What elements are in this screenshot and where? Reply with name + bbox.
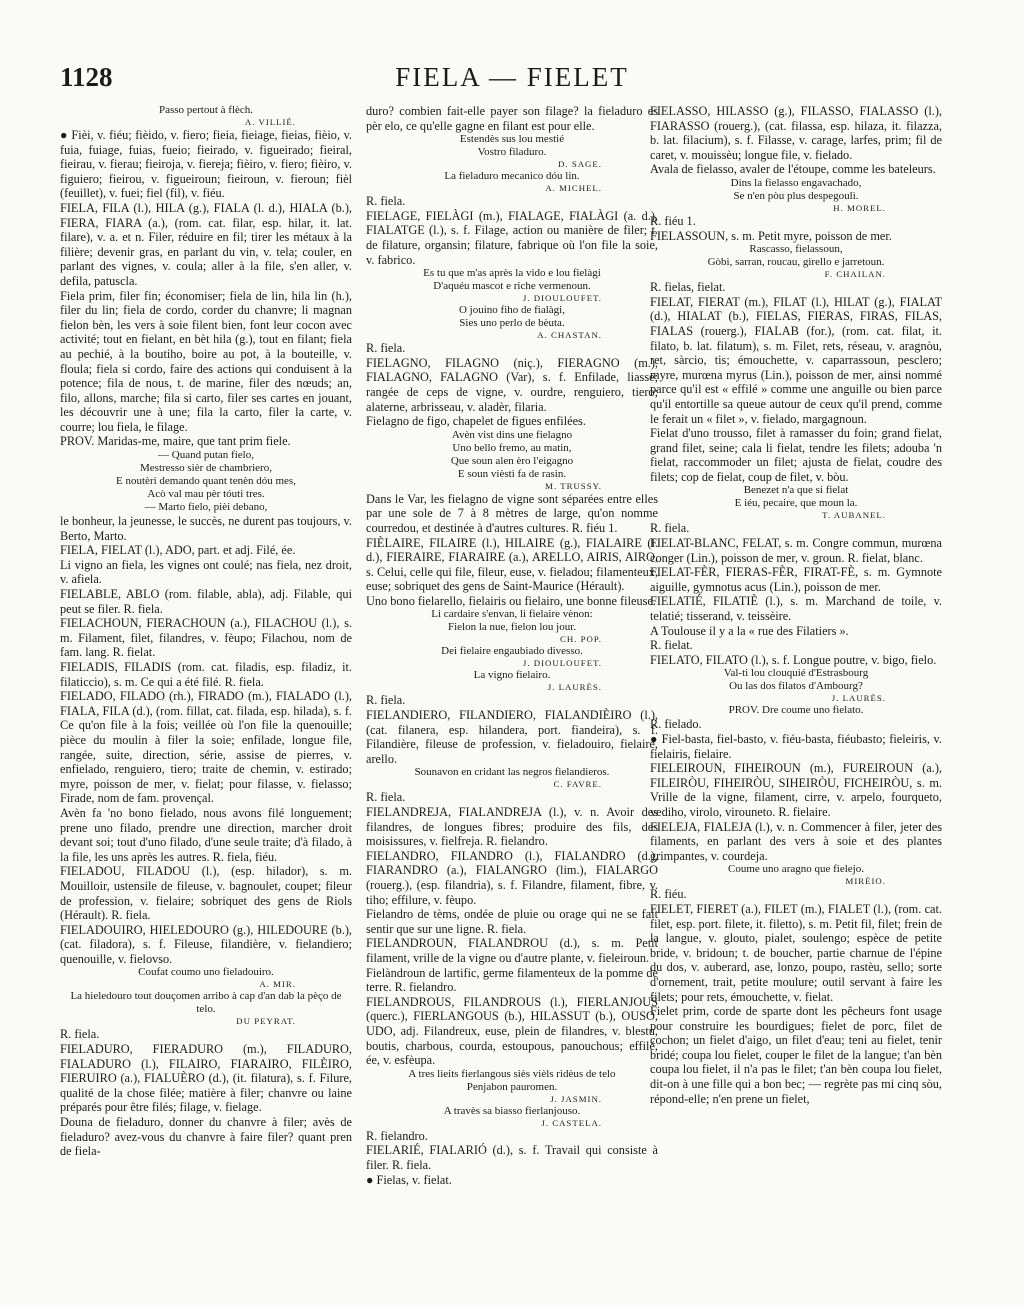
page-number: 1128: [60, 62, 113, 92]
dictionary-entry: R. fiela.: [366, 194, 406, 209]
quotation-line: La fieladuro mecanico dóu lin.: [444, 170, 580, 183]
dictionary-entry: FIELEIROUN, FIHEIROUN (m.), FUREIROUN (a.), FILEIRÒU, FIHEIRÒU, SIHEIRÒU, FICHEIRÒU, s. m. Vrille de la vigne, filament, cirre, v. arpelo, fourqueto, vediho, virolo, virouneto. R. fielaire.: [650, 761, 942, 819]
dictionary-entry: FIELAGE, FIELÀGI (m.), FIALAGE, FIALÀGI (a. d.), FIALATGE (l.), s. f. Filage, action ou manière de filer; t. de filature, organsin; filature, fabrique où l'on file la soie, v. fabrico.: [366, 208, 658, 267]
quotation-line: A travès sa biasso fierlanjouso.: [443, 1104, 581, 1117]
quotation-line: La vigno fielairo.: [473, 669, 551, 682]
quotation-source: J. CASTELA.: [541, 1117, 602, 1128]
quotation-source: J. DIOULOUFET.: [522, 658, 602, 669]
quotation-source: D. SAGE.: [558, 159, 602, 170]
quotation-line: Coufat coumo uno fieladouiro.: [138, 966, 274, 979]
quotation-line: O jouino fiho de fialàgi,: [458, 304, 565, 317]
dictionary-entry: Avèn fa 'no bono fielado, nous avons filé longuement; prene uno filado, prendre une direction, marcher droit devant soi; tout d'uno filado, d'une seule traite; d'à filado, à la file, les uns après les autres. R. fiela, fiéu.: [60, 805, 352, 864]
dictionary-entry: FIELANDRO, FILANDRO (l.), FIALANDRO (d.), FIARANDRO (a.), FIALANGRO (lim.), FIALARGO (rouerg.), (esp. filandria), s. f. Filandre, filament, fibre, v. tiho; effilure, v. fèupo.: [366, 848, 658, 907]
quotation-source: J. DIOULOUFET.: [522, 293, 602, 304]
quotation-line: Acò val mau pèr tóuti tres.: [147, 488, 265, 501]
dictionary-entry: A Toulouse il y a la « rue des Filatiers ».: [650, 623, 849, 638]
dictionary-entry: FIELARIÉ, FIALARIÓ (d.), s. f. Travail qui consiste à filer. R. fiela.: [366, 1143, 658, 1172]
quotation-line: E soun vièstì fa de rasin.: [457, 467, 567, 480]
quotation-source: A. VILLIÉ.: [244, 117, 296, 127]
dictionary-entry: ● Fiel-basta, fiel-basto, v. fiéu-basta, fiéubasto; fieleiris, v. fielairis, fielaire.: [650, 732, 942, 761]
quotation-line: Fielon la nue, fielon lou jour.: [447, 621, 576, 634]
text-column-2: [366, 104, 658, 1224]
dictionary-entry: FIELET, FIERET (a.), FILET (m.), FIALET (l.), (rom. cat. filet, esp. port. filete, it. filetto), s. m. Petit fil, filet; frein de la langue, v. glouto, pialet, soulengo; espèce de petite bride, v. bridoun; t. de boucher, partie charnue de l'épine du dos, v. auberard, ase, lonzo, poupo, rastèu, sello; sorte d'ornement, trait, petite moulure; outil servant à faire les filets; pour rets, émouchette, v. fielat.: [650, 901, 942, 1004]
quotation-source: DU PEYRAT.: [236, 1016, 296, 1027]
quotation-source: MIRÈIO.: [845, 876, 886, 887]
dictionary-entry: Li vigno an fiela, les vignes ont coulé; nas fiela, nez droit, v. afiela.: [60, 557, 352, 587]
dictionary-entry: R. fiela.: [366, 693, 406, 708]
dictionary-entry: FIELADURO, FIERADURO (m.), FILADURO, FIALADURO (l.), FILAIRO, FIARAIRO, FILÈIRO, FIERUIRO (a.), FIALUÈRO (d.), (it. filatura), s. f. Filure, qualité de la chose filée; matière à filer; chanvre ou laine préparés pour être filés; filage, v. fielage.: [60, 1042, 352, 1115]
quotation-line: D'aquéu mascot e riche vermenoun.: [433, 280, 591, 293]
dictionary-entry: Fiela prim, filer fin; économiser; fiela de lin, hila lin (h.), filer du lin; fiela de cordo, corder du chanvre; li magnan fielon bèn, les vers à soie filent bien, font leur cocon avec activité; tout en fielant, en bèt hila (g.), tout en filant; fiela au pechié, à la boutiho, boire au pot, à la bouteille, v. floula; fiela si cordo, faire des actions qui conduisent à la potence; fila de nous, t. de marine, filer des nœuds; an, filo, allons, marche; fila si carto, filer ses cartes en jouant, les découvrir une à une; fila la carto, filer la carte, v. courre; lou fiela, le filage.: [60, 288, 352, 434]
dictionary-entry: R. fiela.: [366, 790, 406, 805]
dictionary-entry: FIELA, FIELAT (l.), ADO, part. et adj. Filé, ée.: [60, 543, 296, 558]
quotation-line: Dins la fielasso engavachado,: [730, 176, 862, 189]
quotation-source: A. MICHEL.: [545, 183, 602, 194]
quotation-line: Avèn vist dins une fielagno: [451, 428, 573, 441]
quotation-source: J. JASMIN.: [550, 1093, 602, 1104]
quotation-line: Que soun alen èro l'eigagno: [450, 454, 574, 467]
dictionary-entry: Uno bono fielarello, fielairis ou fielairo, une bonne fileuse.: [366, 593, 656, 608]
dictionary-entry: FIELANDROUN, FIALANDROU (d.), s. m. Petit filament, vrille de la vigne ou d'autre plante, v. fieleiroun.: [366, 936, 658, 965]
text-column-3: [650, 104, 942, 1244]
dictionary-entry: FIELEJA, FIALEJA (l.), v. n. Commencer à filer, jeter des filaments, en parlant des vers à soie et des plantes grimpantes, v. courdeja.: [650, 819, 942, 863]
dictionary-entry: PROV. Maridas-me, maire, que tant prim fiele.: [60, 434, 291, 449]
dictionary-entry: FIELAT-FÈR, FIERAS-FÈR, FIRAT-FÈ, s. m. Gymnote aiguille, gymnotus acus (Lin.), poisson de mer.: [650, 565, 942, 594]
dictionary-entry: R. fielat.: [650, 638, 693, 653]
dictionary-entry: FIELADOUIRO, HIELEDOURO (g.), HILEDOURE (b.), (cat. filadora), s. f. Fileuse, filandière, v. fielandiero; quenouille, v. fielovso.: [60, 922, 352, 966]
quotation-source: A. CHASTAN.: [537, 330, 602, 341]
quotation-line: Val-ti lou clouquié d'Estrasbourg: [723, 667, 869, 680]
quotation-line: Estendès sus lou mestié: [459, 133, 565, 146]
dictionary-entry: Douna de fieladuro, donner du chanvre à filer; avès de fieladuro? avez-vous du chanvre à faire filer? quant pren de fiela-: [60, 1115, 352, 1159]
dictionary-entry: Fielat d'uno trousso, filet à ramasser du foin; grand fielat, grand filet, seine; cala li fielat, tendre les filets; adouba 'n fielat, raccommoder un filet; ajusta de fielat, coudre des filets; cop de fielat, coup de filet, v. bòu.: [650, 426, 942, 484]
text-column-1: [60, 104, 352, 1234]
quotation-line: Sounavon en cridant las negros fielandieros.: [414, 766, 610, 779]
dictionary-entry: FIELABLE, ABLO (rom. filable, abla), adj. Filable, qui peut se filer. R. fiela.: [60, 587, 352, 616]
dictionary-entry: Fielagno de figo, chapelet de figues enfilées.: [366, 414, 586, 429]
quotation-line: Es tu que m'as après la vido e lou fielàgi: [423, 267, 601, 280]
dictionary-entry: Fielet prim, corde de sparte dont les pêcheurs font usage pour construire les bourdigues; fielet de porc, filet de cochon; un fielet d'aigo, un filet d'eau; teni au fielet, tenir bridé; coupa lou fielet, couper le filet de la langue; t'an bèn coupa lou fielet, il n'a pas le filet; t'an bèn coupa lou fielet, dit-on à une fille qui a bon bec; — regrète pas mi cinq sòu, répond-elle; n'en prene un fielet,: [650, 1004, 942, 1106]
dictionary-entry: R. fiéu.: [650, 887, 687, 902]
dictionary-entry: R. fiéu 1.: [650, 213, 696, 228]
dictionary-entry: duro? combien fait-elle payer son filage? la fieladuro es pèr elo, ce qu'elle gagne en filant est pour elle.: [366, 104, 658, 133]
quotation-line: Li cardaire s'envan, li fielaire vènon:: [431, 608, 593, 621]
quotation-line: Dei fielaire engaubiado divesso.: [441, 645, 583, 658]
quotation-line: Se n'en pòu plus despegoulì.: [733, 189, 859, 202]
dictionary-entry: FIELACHOUN, FIERACHOUN (a.), FILACHOU (l.), s. m. Filament, filet, filandres, v. fèupo; Filachou, nom de fam. lang. R. fielat.: [60, 616, 352, 660]
quotation-line: PROV. Dre coume uno fielato.: [728, 704, 864, 717]
quotation-source: T. AUBANEL.: [822, 510, 886, 521]
dictionary-entry: le bonheur, la jeunesse, le succès, ne durent pas toujours, v. Berto, Marto.: [60, 514, 352, 543]
dictionary-entry: FIELANDREJA, FIALANDREJA (l.), v. n. Avoir des filandres, de longues fibres; produire des fils, des moisissures, v. fielfreja. R. fielandro.: [366, 805, 658, 849]
dictionary-entry: FIELATIÉ, FILATIÈ (l.), s. m. Marchand de toile, v. telatié; tisserand, v. teissèire.: [650, 594, 942, 624]
dictionary-entry: ● Fièi, v. fiéu; fièido, v. fiero; fieia, fieiage, fieias, fièio, v. fuia, fuiage, fuias, fueio; fieirado, v. figueirado; fieiral, fieirau, v. fierau; fieiroja, v. fiereja; fièiro, v. fiero; fièiro, v. figuiero; fieirou, v. figueiroun; fieiroun, v. fieroun; fièl (feuillet), v. fuei; fiel (fil), v. fiéu.: [60, 128, 352, 201]
dictionary-entry: FIELANDIERO, FILANDIERO, FIALANDIÈIRO (l.), (cat. filanera, esp. hilandera, port. fiandeira), s. f. Filandière, fileuse de profession, v. fieladouiro, fielaire, arello.: [366, 708, 658, 766]
dictionary-entry: ● Fielas, v. fielat.: [366, 1172, 452, 1187]
dictionary-entry: R. fielado.: [650, 717, 702, 732]
quotation-source: C. FAVRE.: [553, 779, 602, 790]
running-title: FIELA — FIELET: [395, 62, 629, 92]
quotation-source: A. MIR.: [259, 979, 296, 990]
dictionary-entry: Fielandro de tèms, ondée de pluie ou orage qui ne se fait sentir que sur une ligne. R. fiela.: [366, 907, 658, 936]
quotation-source: M. TRUSSY.: [545, 480, 602, 491]
dictionary-entry: FIELASSO, HILASSO (g.), FILASSO, FIALASSO (l.), FIARASSO (rouerg.), (cat. filassa, esp. hilaza, it. filazza, b. lat. filacium), s. f. Filasse, v. carage, larfes, prim; fil de caret, v. mouissèu; longue file, v. fielado.: [650, 104, 942, 162]
dictionary-entry: FIELAT-BLANC, FELAT, s. m. Congre commun, murœna conger (Lin.), poisson de mer, v. groun. R. fielat, blanc.: [650, 536, 942, 565]
quotation-source: J. LAURÈS.: [831, 693, 886, 704]
dictionary-entry: FIELATO, FILATO (l.), s. f. Longue poutre, v. bigo, fielo.: [650, 652, 937, 667]
dictionary-entry: FIELADO, FILADO (rh.), FIRADO (m.), FIALADO (l.), FIALA, FILA (d.), (rom. fillat, cat. filada, esp. hilada), s. f. Ce qu'on file à la fois; veillée où l'on file la quenouille; pièce du moulin à filer la soie; enfilade, longue file, rangée, suite, direction, série, assise de pierres, v. enfielado, renguiero, tiero; traite de chemin, v. estirado; myre, poisson de mer, v. fielat; pour filasse, v. fielasso; Firade, nom de fam. provençal.: [60, 689, 352, 806]
dictionary-entry: Avala de fielasso, avaler de l'étoupe, comme les bateleurs.: [650, 162, 936, 177]
quotation-line: La hieledouro tout douçomen arribo à cap d'an dab la pèço de telo.: [70, 990, 342, 1016]
dictionary-entry: FIELAT, FIERAT (m.), FILAT (l.), HILAT (g.), FIALAT (d.), HIALAT (b.), FIELAS, FIERAS, FIRAS, FILAS, FIALAS (rouerg.), FIALAB (for.), (rom. cat. filat, it. filato, b. lat. filatum), s. m. Filet, rets, réseau, v. aragnòu, ret, sàrcio, tis; émouchette, v. caparrassoun, pesclero; myre, murœna myrus (Lin.), poisson de mer, ainsi nommé parce qu'il est « effilé » comme une anguille ou bien parce qu'il entortille sa queue autour de ceux qu'il prend, comme le ferait un « filet », v. fielado, margagnoun.: [650, 294, 942, 426]
dictionary-entry: R. fiela.: [366, 341, 406, 356]
dictionary-entry: FIELADIS, FILADIS (rom. cat. filadis, esp. filadiz, it. filaticcio), s. m. Ce qui a été filé. R. fiela.: [60, 660, 352, 689]
quotation-line: Passo pertout à flèch.: [158, 104, 254, 116]
quotation-line: Sies uno perlo de bèuta.: [459, 317, 565, 330]
quotation-source: J. LAURÈS.: [547, 682, 602, 693]
quotation-line: E noutèri demando quant tenèn dóu mes,: [116, 475, 296, 488]
dictionary-entry: FIELA, FILA (l.), HILA (g.), FIALA (l. d.), HIALA (b.), FIERA, FIARA (a.), (rom. cat. filar, esp. hilar, it. lat. filare), v. a. et n. Filer, réduire en fil; tirer les métaux à la filière; devenir gras, en parlant du vin, v. tela; couler, en parlant des vignes, v. coula; aller à la file, s'en aller, v. defila, patuscla.: [60, 200, 352, 288]
quotation-line: — Quand putan fielo,: [158, 449, 254, 462]
quotation-line: E iéu, pecaire, que moun la.: [734, 497, 858, 510]
dictionary-entry: FIELAGNO, FILAGNO (niç.), FIERAGNO (m.), FIALAGNO, FALAGNO (Var), s. f. Enfilade, liasse; rangée de ceps de vigne, v. ourdre, renguiero, tiero; alaterne, arbrisseau, v. aladèr, filaria.: [366, 355, 658, 414]
quotation-source: H. MOREL.: [833, 202, 886, 213]
quotation-line: Ou las dos filatos d'Ambourg?: [729, 680, 863, 693]
quotation-line: Gòbi, sarran, roucau, girello e jarretoun.: [707, 256, 885, 269]
dictionary-entry: FIÈLAIRE, FILAIRE (l.), HILAIRE (g.), FIALAIRE (l. d.), FIERAIRE, FIARAIRE (a.), ARELLO, AIRIS, AIRO, s. Celui, celle qui file, fileur, euse, v. fieladou; filamenteux, euse; sobriquet des gens de Saint-Maurice (Hérault).: [366, 535, 658, 594]
dictionary-entry: R. fiela.: [60, 1027, 100, 1042]
quotation-line: Penjabon pauromen.: [466, 1080, 558, 1093]
quotation-line: Coume uno aragno que fielejo.: [728, 863, 864, 876]
quotation-line: — Marto fielo, pièi debano,: [144, 501, 268, 514]
quotation-line: Benezet n'a que si fielat: [743, 484, 849, 497]
quotation-line: Vostro filaduro.: [477, 146, 547, 159]
dictionary-entry: R. fielandro.: [366, 1128, 428, 1143]
quotation-line: A tres lieits fierlangous siès vièls ridèus de telo: [408, 1067, 616, 1080]
dictionary-entry: Fielàndroun de lartific, germe filamenteux de la pomme de terre. R. fielandro.: [366, 965, 658, 995]
dictionary-entry: Dans le Var, les fielagno de vigne sont séparées entre elles par une sole de 7 à 8 mètres de large, qu'on nomme courredou, et destinée à d'autres cultures. R. fiéu 1.: [366, 491, 658, 535]
quotation-line: Uno bello fremo, au matin,: [452, 441, 572, 454]
dictionary-entry: FIELASSOUN, s. m. Petit myre, poisson de mer.: [650, 228, 892, 243]
dictionary-entry: R. fielas, fielat.: [650, 280, 726, 295]
dictionary-entry: FIELANDROUS, FILANDROUS (l.), FIERLANJOUS (querc.), FIERLANGOUS (b.), HILASSUT (b.), OUSO, UDO, adj. Filandreux, euse, plein de filandres, v. blestu, boutis, charbous, courda, estoupous, panouchous; effilé, ée, v. esfèupa.: [366, 994, 658, 1068]
dictionary-entry: FIELADOU, FILADOU (l.), (esp. hilador), s. m. Mouilloir, ustensile de fileuse, v. bagnoulet, coupet; fileur de profession, v. fielaire; sobriquet des gens de Riols (Hérault). R. fiela.: [60, 864, 352, 923]
quotation-line: Mestresso sièr de chambriero,: [140, 462, 272, 475]
dictionary-entry: R. fiela.: [650, 521, 690, 536]
quotation-source: CH. POP.: [560, 634, 602, 645]
quotation-line: Rascasso, fielassoun,: [749, 243, 843, 256]
quotation-source: F. CHAILAN.: [824, 269, 886, 280]
